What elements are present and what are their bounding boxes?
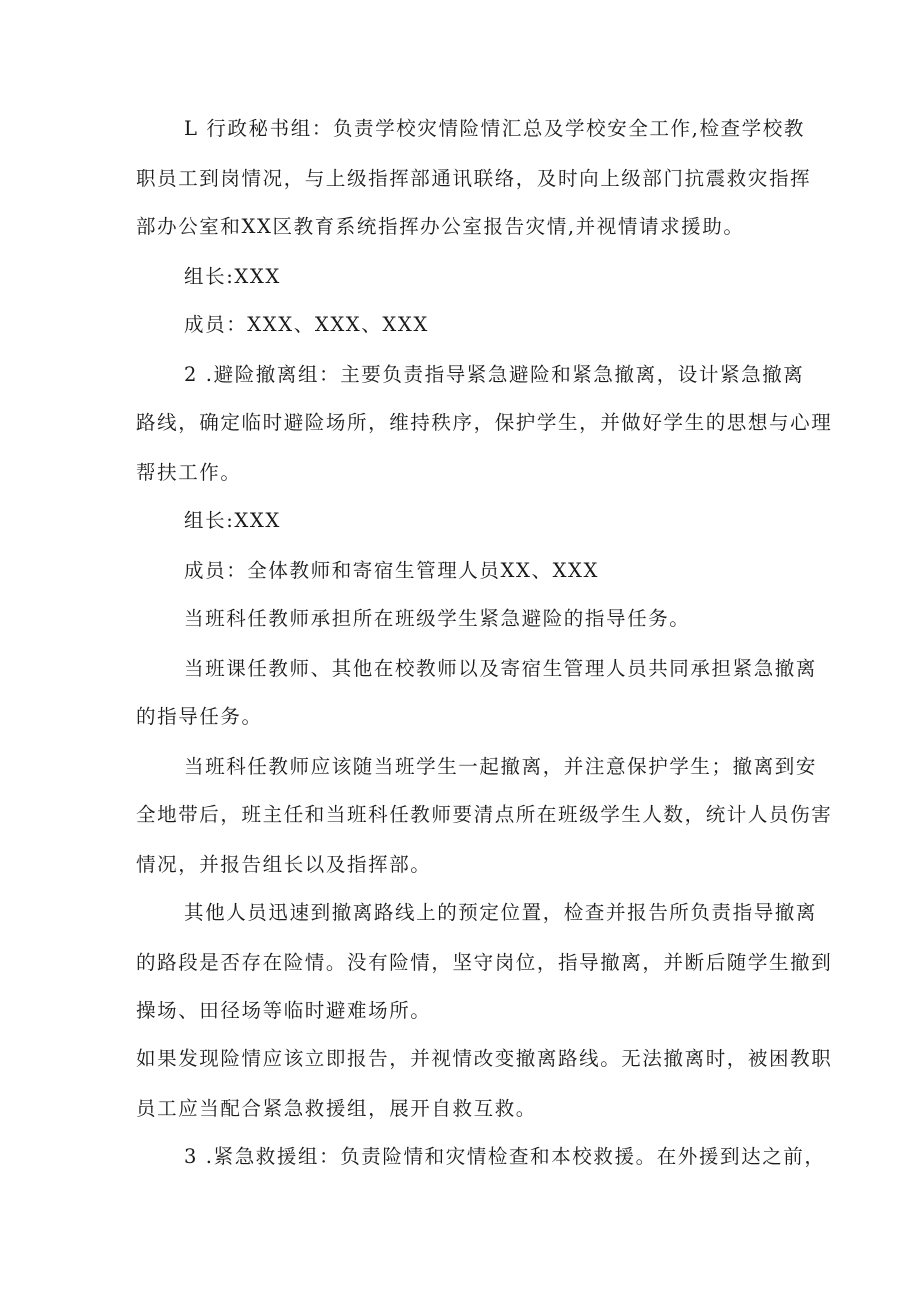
evac-group-line-2: 路线，确定临时避险场所，维持秩序，保护学生，并做好学生的思想与心理 (136, 411, 833, 434)
evac-paragraph-e-line-1: 如果发现险情应该立即报告，并视情改变撤离路线。无法撤离时，被困教职 (136, 1047, 833, 1070)
evac-group-leader: 组长:XXX (184, 509, 281, 532)
rescue-group-line-1: 3 .紧急救援组：负责险情和灾情检查和本校救援。在外援到达之前， (184, 1145, 826, 1168)
evac-group-line-3: 帮扶工作。 (136, 461, 242, 484)
admin-group-line-2: 职员工到岗情况，与上级指挥部通讯联络，及时向上级部门抗震救灾指挥 (136, 167, 812, 190)
evac-paragraph-b-line-2: 的指导任务。 (136, 705, 263, 728)
evac-paragraph-e-line-2: 员工应当配合紧急救援组，展开自救互救。 (136, 1097, 537, 1120)
admin-group-leader: 组长:XXX (184, 265, 281, 288)
evac-paragraph-d-line-2: 的路段是否存在险情。没有险情，坚守岗位，指导撤离，并断后随学生撤到 (136, 951, 833, 974)
evac-group-line-1: 2 .避险撤离组：主要负责指导紧急避险和紧急撤离，设计紧急撤离 (184, 363, 805, 386)
evac-paragraph-d-line-3: 操场、田径场等临时避难场所。 (136, 999, 432, 1022)
evac-paragraph-d-line-1: 其他人员迅速到撤离路线上的预定位置，检查并报告所负责指导撤离 (184, 901, 818, 924)
evac-paragraph-c-line-1: 当班科任教师应该随当班学生一起撤离，并注意保护学生；撤离到安 (184, 755, 818, 778)
admin-group-line-1: L 行政秘书组：负责学校灾情险情汇总及学校安全工作,检查学校教 (184, 117, 805, 140)
admin-group-members: 成员：XXX、XXX、XXX (184, 313, 429, 336)
evac-group-members: 成员：全体教师和寄宿生管理人员XX、XXX (184, 559, 600, 582)
evac-paragraph-c-line-2: 全地带后，班主任和当班科任教师要清点所在班级学生人数，统计人员伤害 (136, 803, 833, 826)
evac-paragraph-b-line-1: 当班课任教师、其他在校教师以及寄宿生管理人员共同承担紧急撤离 (184, 657, 818, 680)
admin-group-line-3: 部办公室和XX区教育系统指挥办公室报告灾情,并视情请求援助。 (136, 215, 745, 238)
evac-paragraph-c-line-3: 情况，并报告组长以及指挥部。 (136, 853, 432, 876)
evac-paragraph-a: 当班科任教师承担所在班级学生紧急避险的指导任务。 (184, 607, 691, 630)
